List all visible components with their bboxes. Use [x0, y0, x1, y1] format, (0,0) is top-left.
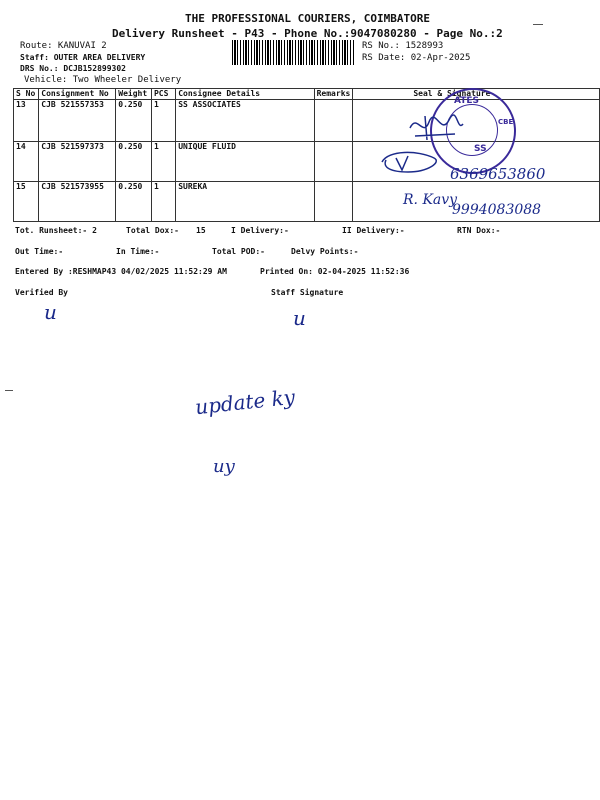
- rs-date: RS Date: 02-Apr-2025: [362, 53, 471, 63]
- total-pod: Total POD:-: [212, 247, 265, 256]
- vehicle: Vehicle: Two Wheeler Delivery: [24, 75, 182, 85]
- verified-by-label: Verified By: [15, 288, 68, 297]
- tot-runsheet: Tot. Runsheet:- 2: [15, 226, 97, 235]
- cell-remarks: [314, 142, 353, 182]
- cell-weight: 0.250: [116, 142, 152, 182]
- cell-pcs: 1: [151, 100, 175, 142]
- handwritten-phone-2: 9994083088: [452, 202, 542, 218]
- cell-weight: 0.250: [116, 100, 152, 142]
- cell-sno: 15: [14, 182, 39, 222]
- col-pcs: PCS: [151, 89, 175, 100]
- cell-consignee: SS ASSOCIATES: [176, 100, 314, 142]
- handwritten-phone-1: 6369653860: [450, 165, 546, 183]
- handwritten-note: update ky: [194, 384, 297, 420]
- cell-pcs: 1: [151, 182, 175, 222]
- total-dox-label: Total Dox:-: [126, 226, 179, 235]
- cell-weight: 0.250: [116, 182, 152, 222]
- entered-by: Entered By :RESHMAP43 04/02/2025 11:52:29 AM: [15, 267, 227, 276]
- in-time: In Time:-: [116, 247, 160, 256]
- stamp-text: SS: [474, 144, 487, 154]
- route: Route: KANUVAI 2: [20, 41, 107, 51]
- signature-scribble: [405, 108, 465, 144]
- col-remarks: Remarks: [314, 89, 353, 100]
- stamp-text: ATES: [454, 96, 480, 106]
- drs-number: DRS No.: DCJB152899302: [20, 64, 126, 73]
- rs-number: RS No.: 1528993: [362, 41, 444, 51]
- margin-mark: [5, 390, 13, 391]
- cell-consignment: CJB 521597373: [39, 142, 116, 182]
- cell-remarks: [314, 182, 353, 222]
- runsheet-title: Delivery Runsheet - P43 - Phone No.:9047080280 - Page No.:2: [112, 27, 503, 40]
- scan-mark: [533, 24, 543, 25]
- barcode: [232, 40, 355, 65]
- staff: Staff: OUTER AREA DELIVERY: [20, 53, 146, 62]
- cell-pcs: 1: [151, 142, 175, 182]
- company-title: THE PROFESSIONAL COURIERS, COIMBATORE: [185, 12, 431, 25]
- cell-consignment: CJB 521573955: [39, 182, 116, 222]
- col-sno: S No: [14, 89, 39, 100]
- out-time: Out Time:-: [15, 247, 64, 256]
- handwritten-initials: uy: [213, 456, 235, 477]
- staff-signature-label: Staff Signature: [271, 288, 344, 297]
- delvy-points: Delvy Points:-: [291, 247, 359, 256]
- printed-on: Printed On: 02-04-2025 11:52:36: [260, 267, 410, 276]
- cell-sno: 14: [14, 142, 39, 182]
- col-weight: Weight: [116, 89, 152, 100]
- signature-loop: [378, 148, 448, 178]
- ii-delivery: II Delivery:-: [342, 226, 405, 235]
- col-signature: Seal & Signature: [353, 89, 600, 100]
- verified-by-mark: u: [44, 300, 57, 324]
- table-header-row: [14, 89, 600, 100]
- staff-signature-mark: u: [293, 306, 306, 330]
- col-consignment: Consignment No: [39, 89, 116, 100]
- cell-consignee: SUREKA: [176, 182, 314, 222]
- cell-consignee: UNIQUE FLUID: [176, 142, 314, 182]
- col-consignee: Consignee Details: [176, 89, 314, 100]
- cell-consignment: CJB 521557353: [39, 100, 116, 142]
- total-dox-value: 15: [196, 226, 206, 235]
- i-delivery: I Delivery:-: [231, 226, 289, 235]
- rtn-dox: RTN Dox:-: [457, 226, 501, 235]
- handwritten-signer: R. Kavy: [403, 192, 458, 208]
- stamp-text: CBE: [498, 118, 514, 126]
- cell-sno: 13: [14, 100, 39, 142]
- cell-remarks: [314, 100, 353, 142]
